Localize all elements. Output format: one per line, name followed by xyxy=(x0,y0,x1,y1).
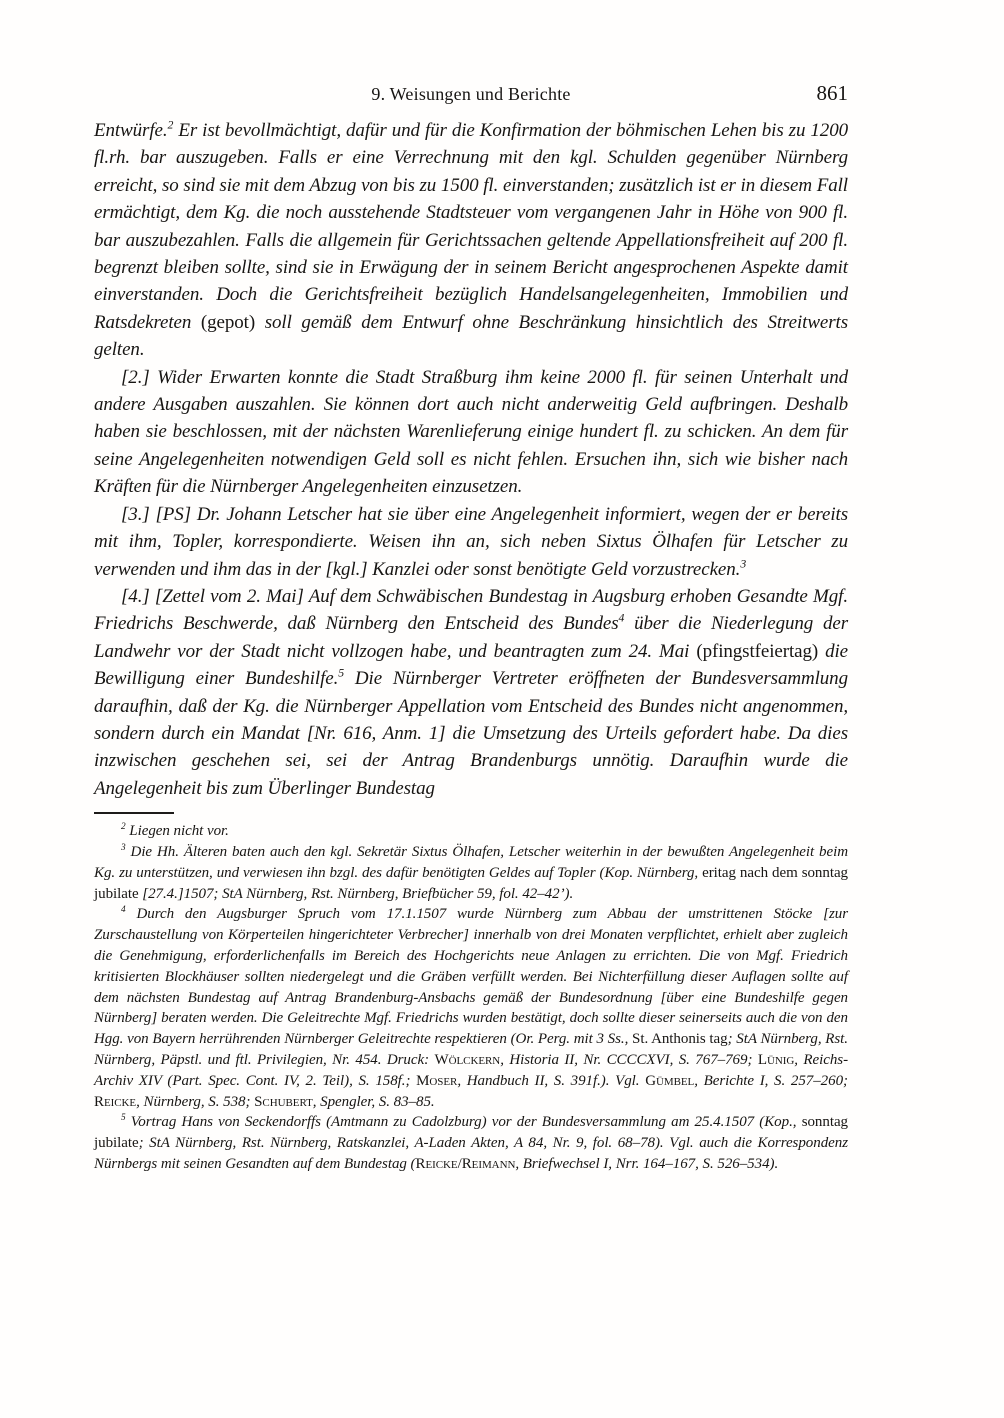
text-run: , Nürnberg, S. 538; xyxy=(136,1093,255,1110)
text-block xyxy=(94,82,848,1175)
paragraph-1 xyxy=(94,117,848,364)
text-run: [3.] [PS] Dr. Johann Letscher hat sie über eine Angelegenheit informiert, wegen der er bereits mit ihm, Topler, korrespondierte. Weisen ihn an, sich neben Sixtus Ölhafen für Letscher zu verwenden und ihm das in der [kgl.] Kanzlei oder sonst benötigte Geld vorzustrecken. xyxy=(94,503,848,580)
running-header-title: 9. Weisungen und Berichte xyxy=(371,84,571,104)
text-run: , Historia II, Nr. CCCCXVI, S. 767–769; xyxy=(500,1051,758,1068)
text-run: [27.4.]1507; StA Nürnberg, Rst. Nürnberg, Briefbücher 59, fol. 42–42’). xyxy=(142,885,574,902)
text-run: 4 xyxy=(121,905,126,916)
text-run: 2 xyxy=(167,118,174,132)
text-run: Moser xyxy=(416,1072,458,1089)
text-run: 2 xyxy=(121,822,126,833)
text-run: (pfingstfeiertag) xyxy=(696,640,819,662)
text-run: [4.] [Zettel vom 2. Mai] Auf dem Schwäbischen Bundestag in Augsburg erhoben Gesandte Mgf. Friedrichs Beschwerde, daß Nürnberg den Entscheid des Bundes xyxy=(94,585,848,635)
text-run: , Briefwechsel I, Nrr. 164–167, S. 526–534). xyxy=(515,1155,779,1172)
text-run: 3 xyxy=(740,557,747,571)
page-number: 861 xyxy=(816,81,848,105)
text-run: 5 xyxy=(121,1113,126,1124)
paragraph-2 xyxy=(94,364,848,501)
text-run: die Bewilligung einer Bundeshilfe. xyxy=(94,640,848,690)
text-run: 3 xyxy=(121,842,126,853)
text-run: Entwürfe. xyxy=(94,120,168,141)
text-run: / xyxy=(457,1155,462,1172)
running-header xyxy=(94,82,848,106)
text-run: soll gemäß dem Entwurf ohne Beschränkung hinsichtlich des Streitwerts gelten. xyxy=(94,311,848,361)
text-run: eritag nach dem sonntag jubilate xyxy=(94,864,849,902)
text-run: Reimann xyxy=(461,1155,516,1172)
text-run: über die Niederlegung der Landwehr vor der Stadt nicht vollzogen habe, und beantragten zum 24. Mai xyxy=(94,613,848,662)
text-run: 5 xyxy=(338,666,345,680)
text-run: St. Anthonis tag xyxy=(628,1031,728,1048)
footnotes xyxy=(94,821,848,1175)
text-run: , Berichte I, S. 257–260; xyxy=(694,1072,848,1089)
text-run: Er ist bevollmächtigt, dafür und für die Konfirmation der böhmischen Lehen bis zu 1200 fl.rh. bar auszugeben. Falls er eine Verrechnung mit den kgl. Schulden gegenüber Nürnberg erreicht, so sind sie mit dem Abzug von bis zu 1500 fl. einverstanden; zusätzlich ist er in diesem Fall ermächtigt, dem Kg. die noch ausstehende Stadtsteuer vom vergangenen Jahr in Höhe von 900 fl. bar auszubezahlen. Falls die allgemein für Gerichtssachen geltende Appellationsfreiheit auf 200 fl. begrenzt bleiben sollte, sind sie in Erwägung der in seinem Bericht angesprochenen Aspekte damit einverstanden. Doch die Gerichtsfreiheit bezüglich Handelsangelegenheiten, Immobilien und Ratsdekreten xyxy=(94,120,848,333)
paragraph-3 xyxy=(94,501,848,583)
footnote-rule xyxy=(94,812,174,814)
text-run: [2.] Wider Erwarten konnte die Stadt Straßburg ihm keine 2000 fl. für seinen Unterhalt und andere Ausgaben auszahlen. Sie können dort auch nicht anderweitig Geld aufbringen. Deshalb haben sie beschlossen, mit der nächsten Warenlieferung einige hundert fl. zu schicken. An dem für seine Angelegenheiten notwendigen Geld soll es nicht fehlen. Ersuchen ihn, sich wie bisher nach Kräften für die Nürnberger Angelegenheiten einzusetzen. xyxy=(94,366,848,498)
footnote-5 xyxy=(94,1112,848,1174)
text-run: ; StA Nürnberg, Rst. Nürnberg, Ratskanzlei, A-Laden Akten, A 84, Nr. 9, fol. 68–78). Vgl. auch die Korrespondenz Nürnbergs mit seinen Gesandten auf dem Bundestag ( xyxy=(94,1135,848,1172)
text-run: Liegen nicht vor. xyxy=(125,823,229,840)
text-run: Schubert xyxy=(254,1093,313,1110)
footnote-4 xyxy=(94,904,848,1112)
text-run: (gepot) xyxy=(200,311,256,333)
text-run: 4 xyxy=(618,611,625,625)
text-run: Die Nürnberger Vertreter eröffneten der Bundesversammlung daraufhin, daß der Kg. die Nürnberger Appellation vom Entscheid des Bundes nicht angenommen, sondern durch ein Mandat [Nr. 616, Anm. 1] die Umsetzung des Urteils gefordert habe. Da dies inzwischen geschehen sei, sei der Antrag Brandenburgs unnötig. Daraufhin wurde die Angelegenheit bis zum Überlinger Bundestag xyxy=(94,668,848,799)
text-run: Durch den Augsburger Spruch vom 17.1.1507 wurde Nürnberg zum Abbau der umstrittenen Stöcke [zur Zurschaustellung von Körperteilen hingerichteter Verbrecher] innerhalb von drei Monaten verpflichtet, erhielt aber zugleich die Genehmigung, erforderlichenfalls im Bereich des Hochgerichts neue Anlagen zu errichten. Die von Mgf. Friedrich kritisierten Blockhäuser sollten niedergelegt und die Gräben verfüllt werden. Bei Nichterfüllung dieser Auflagen sollte auf dem nächsten Bundestag auf Antrag Brandenburg-Ansbachs gemäß der Bundesordnung [über eine Bundeshilfe gegen Nürnberg] beraten werden. Die Geleitrechte Mgf. Friedrichs wurden bestätigt, doch sollte dieser seinerseits auch die von den Hgg. von Bayern herrührenden Nürnberger Geleitrechte respektieren (Or. Perg. mit 3 Ss., xyxy=(94,906,848,1048)
text-run: , Handbuch II, S. 391f.). Vgl. xyxy=(457,1072,646,1089)
text-run: Vortrag Hans von Seckendorffs (Amtmann zu Cadolzburg) vor der Bundesversammlung am 25.4.1507 (Kop., xyxy=(125,1114,797,1131)
text-run: Wölckern xyxy=(434,1051,501,1068)
text-run: Lünig xyxy=(757,1051,795,1068)
footnote-3 xyxy=(94,842,848,904)
paragraph-4 xyxy=(94,583,848,802)
body-text xyxy=(94,117,848,802)
text-run: , Reichs-Archiv XIV (Part. Spec. Cont. IV, 2. Teil), S. 158f.; xyxy=(94,1051,849,1089)
text-run: sonntag jubilate xyxy=(94,1114,849,1152)
text-run: ; StA Nürnberg, Rst. Nürnberg, Päpstl. und ftl. Privilegien, Nr. 454. Druck: xyxy=(94,1031,848,1068)
text-run: , Spengler, S. 83–85. xyxy=(312,1093,435,1110)
text-run: Die Hh. Älteren baten auch den kgl. Sekretär Sixtus Ölhafen, Letscher weiterhin in der bewußten Angelegenheit beim Kg. zu unterstützen, und verwiesen ihn bzgl. des dafür benötigten Geldes auf Topler (Kop. Nürnberg, xyxy=(94,843,848,881)
footnote-2 xyxy=(94,821,848,842)
text-run: Reicke xyxy=(415,1155,458,1172)
text-run: Gümbel xyxy=(645,1072,695,1089)
text-run: Reicke xyxy=(94,1093,137,1110)
